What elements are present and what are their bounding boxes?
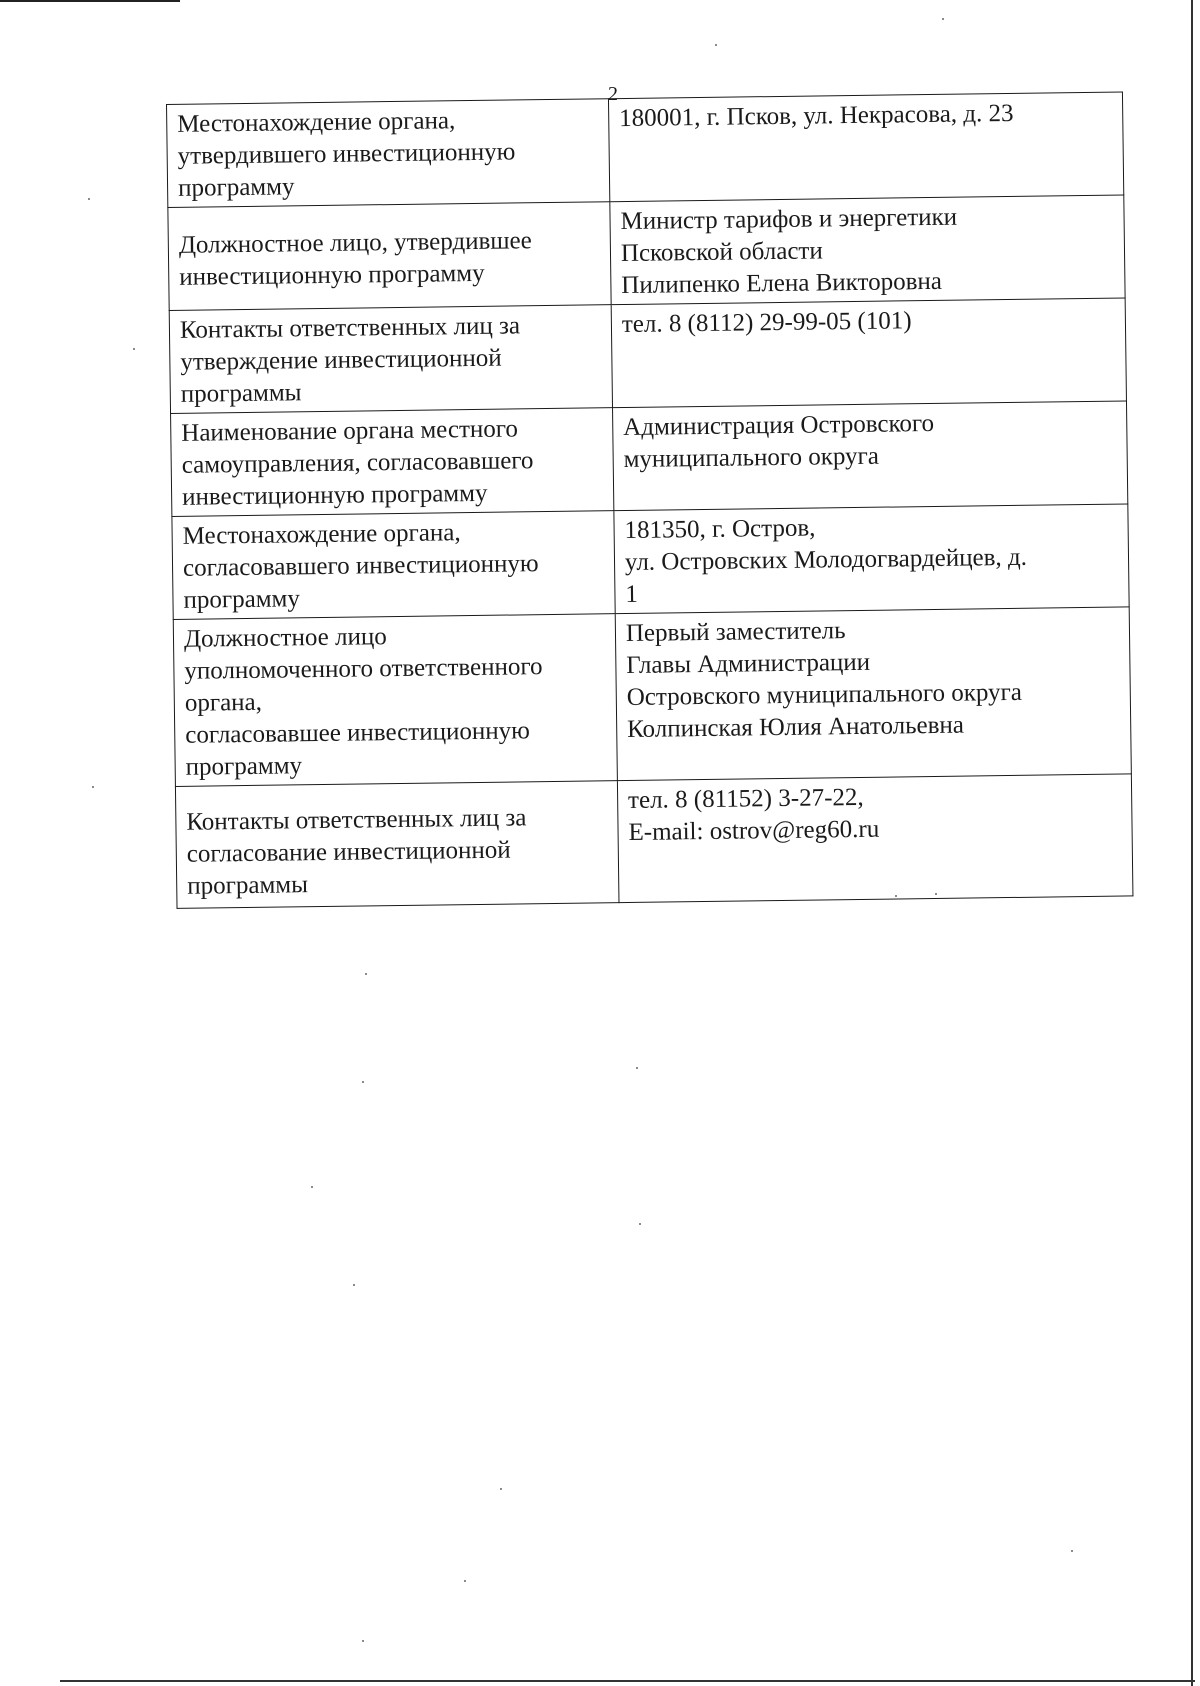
row-label: Наименование органа местного самоуправления, согласовавшего инвестиционную программу — [171, 408, 614, 517]
scan-speck — [942, 18, 944, 20]
row-label: Контакты ответственных лиц за согласование инвестиционной программы — [175, 781, 618, 909]
scan-speck — [1071, 1550, 1073, 1552]
row-value: Первый заместитель Главы Администрации Островского муниципального округа Колпинская Юлия Анатольевна — [615, 607, 1131, 781]
row-label: Местонахождение органа, согласовавшего инвестиционную программу — [172, 511, 615, 620]
scan-speck — [636, 1067, 638, 1069]
scan-speck — [92, 786, 94, 788]
row-value: тел. 8 (81152) 3-27-22, E-mail: ostrov@reg60.ru — [617, 774, 1133, 903]
investment-program-info-table — [166, 91, 1133, 908]
table-row — [173, 607, 1131, 786]
scan-speck — [133, 348, 135, 350]
scan-speck — [353, 1284, 355, 1286]
table-row — [171, 401, 1128, 517]
row-label: Должностное лицо уполномоченного ответственного органа, согласовавшее инвестиционную программу — [173, 614, 617, 787]
scan-speck — [362, 1081, 364, 1083]
row-value: Администрация Островского муниципального округа — [612, 401, 1127, 511]
row-label: Контакты ответственных лиц за утверждение инвестиционной программы — [169, 305, 612, 414]
row-label: Местонахождение органа, утвердившего инвестиционную программу — [167, 99, 610, 208]
scan-edge-bottom — [60, 1680, 1195, 1682]
scan-speck — [500, 1488, 502, 1490]
row-value: 181350, г. Остров, ул. Островских Молодогвардейцев, д. 1 — [614, 504, 1129, 614]
scan-speck — [639, 1223, 641, 1225]
scan-speck — [311, 1186, 313, 1188]
scan-speck — [715, 44, 717, 46]
scan-speck — [365, 973, 367, 975]
table-row — [168, 195, 1125, 311]
table-row — [175, 774, 1133, 909]
table-row — [169, 298, 1126, 414]
scan-speck — [88, 198, 90, 200]
scan-speck — [362, 1640, 364, 1642]
row-label: Должностное лицо, утвердившее инвестиционную программу — [168, 202, 611, 311]
scan-speck — [464, 1580, 466, 1582]
page-number: 2 — [608, 83, 618, 105]
table-row — [172, 504, 1129, 620]
table-row — [167, 92, 1124, 208]
scan-edge-top — [0, 0, 180, 2]
scan-edge-right — [1191, 0, 1193, 1686]
row-value: тел. 8 (8112) 29-99-05 (101) — [611, 298, 1126, 408]
row-value: 180001, г. Псков, ул. Некрасова, д. 23 — [608, 92, 1123, 202]
row-value: Министр тарифов и энергетики Псковской области Пилипенко Елена Викторовна — [610, 195, 1125, 305]
